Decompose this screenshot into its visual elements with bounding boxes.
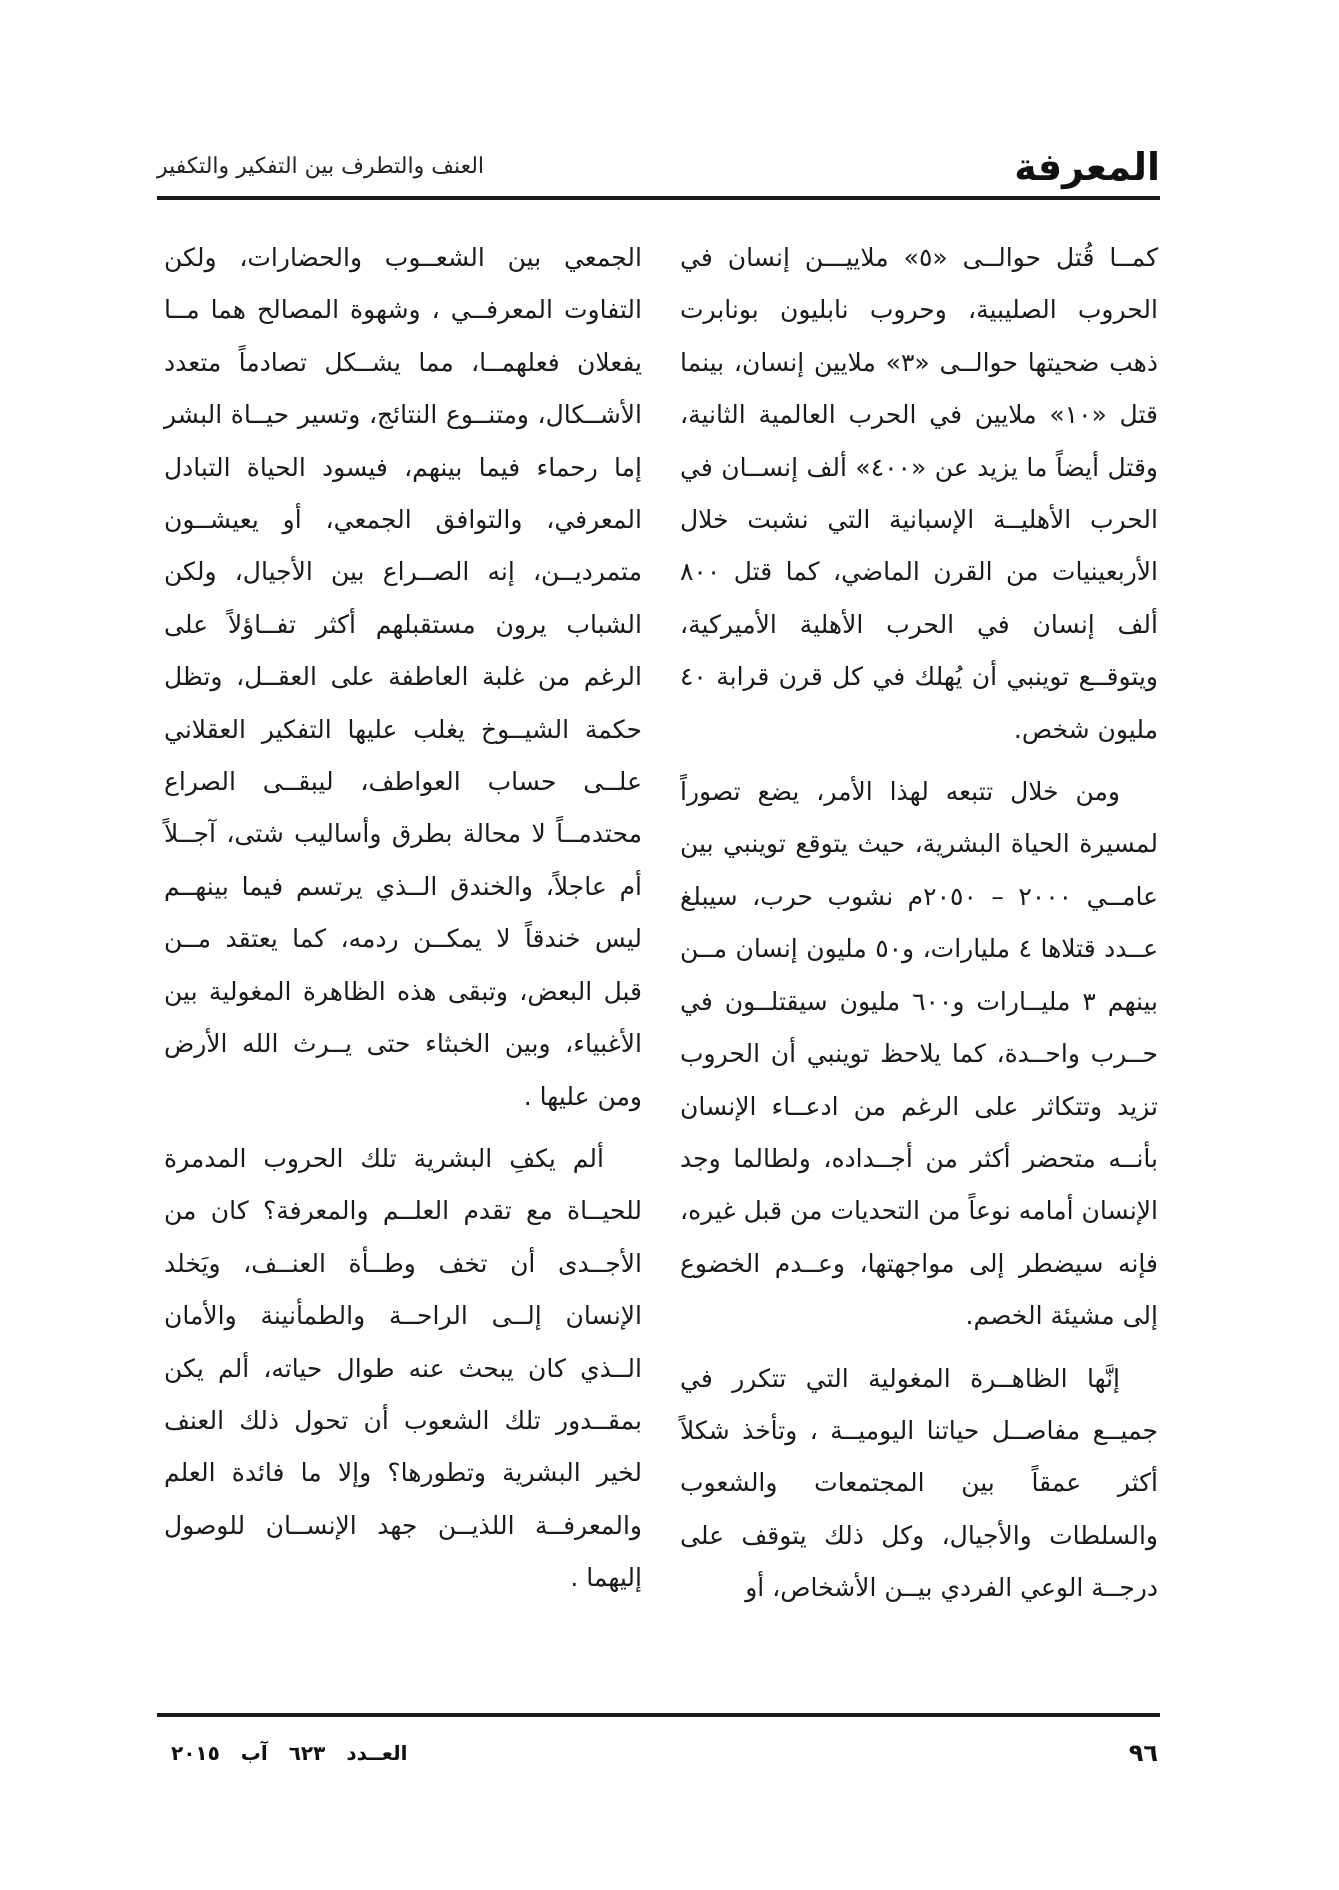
paragraph: ومن خلال تتبعه لهذا الأمر، يضع تصوراً لمسيرة الحياة البشرية، حيث يتوقع توينبي بين عامــي ٢٠٠٠ – ٢٠٥٠م نشوب حرب، سيبلغ عــدد قتلاها ٤ مليارات، و٥٠ مليون إنسان مــن بينهم ٣ مليــارات و٦٠٠ مليون سيقتلــون في حــرب واحــدة، كما يلاحظ توينبي أن الحروب تزيد وتتكاثر على الرغم من ادعــاء الإنسان بأنــه متحضر أكثر من أجــداده، ولطالما وجد الإنسان أمامه نوعاً من التحديات من قبل غيره، فإنه سيضطر إلى مواجهتها، وعــدم الخضوع إلى مشيئة الخصم. [680, 777, 1159, 1331]
issue-info [157, 1736, 407, 1770]
issue-year: ٢٠١٥ [171, 1741, 220, 1765]
running-title: العنف والتطرف بين التفكير والتكفير [157, 154, 485, 179]
right-column [680, 232, 1158, 1615]
magazine-logo: المعرفة [1014, 145, 1160, 189]
issue-label: العــدد [346, 1741, 408, 1765]
issue-number: ٦٢٣ [288, 1741, 326, 1765]
left-column [164, 232, 642, 1605]
paragraph: ألم يكفِ البشرية تلك الحروب المدمرة للحيــاة مع تقدم العلــم والمعرفة؟ كان من الأجــدى أن تخف وطــأة العنــف، ويَخلد الإنسان إلــى الراحــة والطمأنينة والأمان الــذي كان يبحث عنه طوال حياته، ألم يكن بمقــدور تلك الشعوب أن تحول ذلك العنف لخير البشرية وتطورها؟ وإلا ما فائدة العلم والمعرفــة اللذيــن جهد الإنســان للوصول إليهما . [164, 1143, 642, 1593]
paragraph: كمــا قُتل حوالــى «٥» ملاييـــن إنسان في الحروب الصليبية، وحروب نابليون بونابرت ذهب ضحيتها حوالــى «٣» ملايين إنسان، بينما قتل «١٠» ملايين في الحرب العالمية الثانية، وقتل أيضاً ما يزيد عن «٤٠٠» ألف إنســان في الحرب الأهليــة الإسبانية التي نشبت خلال الأربعينيات من القرن الماضي، كما قتل ٨٠٠ ألف إنسان في الحرب الأهلية الأميركية، ويتوقــع توينبي أن يُهلك في كل قرن قرابة ٤٠ مليون شخص. [680, 243, 1158, 744]
paragraph: إنَّها الظاهــرة المغولية التي تتكرر في جميــع مفاصــل حياتنا اليوميــة ، وتأخذ شكلاً أكثر عمقاً بين المجتمعات والشعوب والسلطات والأجيال، وكل ذلك يتوقف على درجــة الوعي الفردي بيــن الأشخاص، أو [680, 1363, 1158, 1603]
header-divider [157, 196, 1160, 200]
footer-divider [157, 1713, 1160, 1717]
page-number: ٩٦ [1128, 1739, 1158, 1767]
page-header [157, 138, 1160, 196]
issue-month: آب [240, 1741, 268, 1765]
paragraph: الجمعي بين الشعــوب والحضارات، ولكن التفاوت المعرفــي ، وشهوة المصالح هما مــا يفعلان فعلهمــا، مما يشــكل تصادماً متعدد الأشــكال، ومتنــوع النتائج، وتسير حيــاة البشر إما رحماء فيما بينهم، فيسود الحياة التبادل المعرفي، والتوافق الجمعي، أو يعيشــون متمرديــن، إنه الصــراع بين الأجيال، ولكن الشباب يرون مستقبلهم أكثر تفــاؤلاً على الرغم من غلبة العاطفة على العقــل، وتظل حكمة الشيــوخ يغلب عليها التفكير العقلاني علــى حساب العواطف، ليبقــى الصراع محتدمــاً لا محالة بطرق وأساليب شتى، آجــلاً أم عاجلاً، والخندق الــذي يرتسم فيما بينهــم ليس خندقاً لا يمكــن ردمه، كما يعتقد مــن قبل البعض، وتبقى هذه الظاهرة المغولية بين الأغبياء، وبين الخبثاء حتى يــرث الله الأرض ومن عليها . [164, 243, 642, 1111]
